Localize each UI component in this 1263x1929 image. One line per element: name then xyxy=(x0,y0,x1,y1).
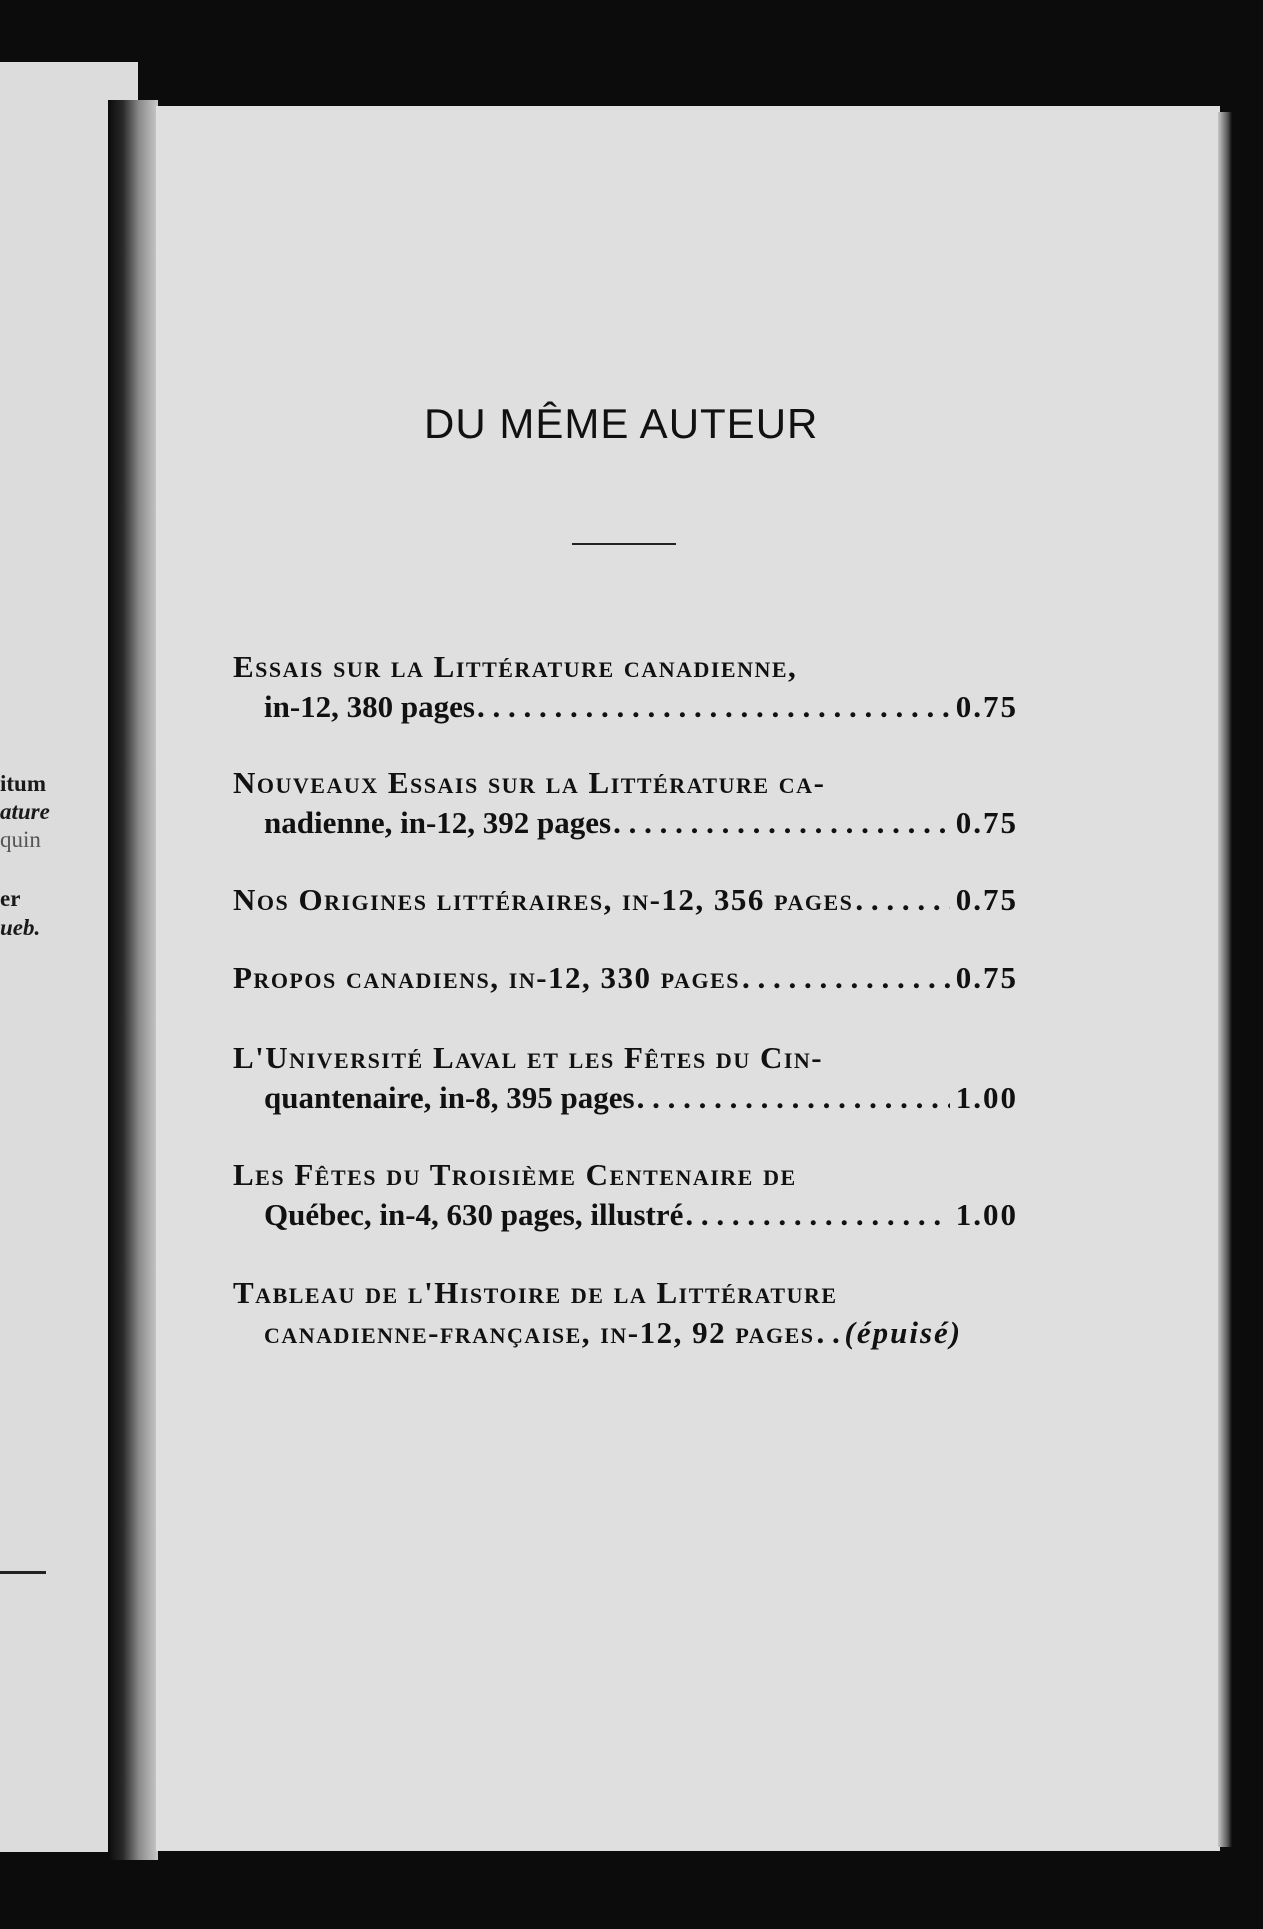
page-heading: DU MÊME AUTEUR xyxy=(424,400,819,447)
entry-price: 0.75 xyxy=(955,882,1018,917)
entry-title: Propos canadiens, in-12, 330 pages xyxy=(233,960,741,995)
entry-price: 0.75 xyxy=(955,805,1018,840)
dot-leader xyxy=(477,687,950,727)
entry-details: Québec, in-4, 630 pages, illustré xyxy=(264,1197,684,1232)
entry-details: quantenaire, in-8, 395 pages xyxy=(264,1080,635,1115)
entry-price: 1.00 xyxy=(955,1197,1018,1232)
entry-details: canadienne-française, in-12, 92 pages xyxy=(264,1315,815,1350)
entry-price: 0.75 xyxy=(955,689,1018,724)
dot-leader xyxy=(637,1078,950,1118)
facing-text-fragment: itum xyxy=(0,771,46,796)
bibliography-entry xyxy=(233,647,1018,727)
entry-price: 1.00 xyxy=(955,1080,1018,1115)
entry-price: 0.75 xyxy=(955,960,1018,995)
entry-details: in-12, 380 pages xyxy=(264,689,475,724)
bibliography-entry xyxy=(233,1038,1018,1118)
dot-leader xyxy=(613,803,950,843)
dot-leader xyxy=(685,1195,949,1235)
entry-title: L'Université Laval et les Fêtes du Cin- xyxy=(233,1040,824,1075)
entry-title: Nouveaux Essais sur la Littérature ca- xyxy=(233,765,826,800)
page-edge xyxy=(1218,112,1232,1847)
entry-details: nadienne, in-12, 392 pages xyxy=(264,805,612,840)
bibliography-entry xyxy=(233,763,1018,843)
dot-leader xyxy=(742,958,950,998)
bibliography-entry xyxy=(233,1273,1018,1353)
heading-rule xyxy=(572,543,676,545)
bibliography-entry xyxy=(233,1155,1018,1235)
facing-text-fragment: er xyxy=(0,886,21,911)
facing-text-fragment: ature xyxy=(0,799,50,824)
entry-title: Nos Origines littéraires, in-12, 356 pages xyxy=(233,882,854,917)
entry-title: Essais sur la Littérature canadienne, xyxy=(233,649,798,684)
dot-leader xyxy=(855,880,949,920)
facing-text-fragment: quin xyxy=(0,827,41,852)
bibliography-entry xyxy=(233,958,1018,998)
facing-text-fragment: ueb. xyxy=(0,915,41,940)
facing-rule xyxy=(0,1571,46,1574)
entry-title: Les Fêtes du Troisième Centenaire de xyxy=(233,1157,797,1192)
entry-title: Tableau de l'Histoire de la Littérature xyxy=(233,1275,838,1310)
dot-leader xyxy=(817,1313,839,1353)
entry-price: (épuisé) xyxy=(844,1315,963,1350)
book-gutter xyxy=(108,100,158,1860)
bibliography-entry xyxy=(233,880,1018,920)
